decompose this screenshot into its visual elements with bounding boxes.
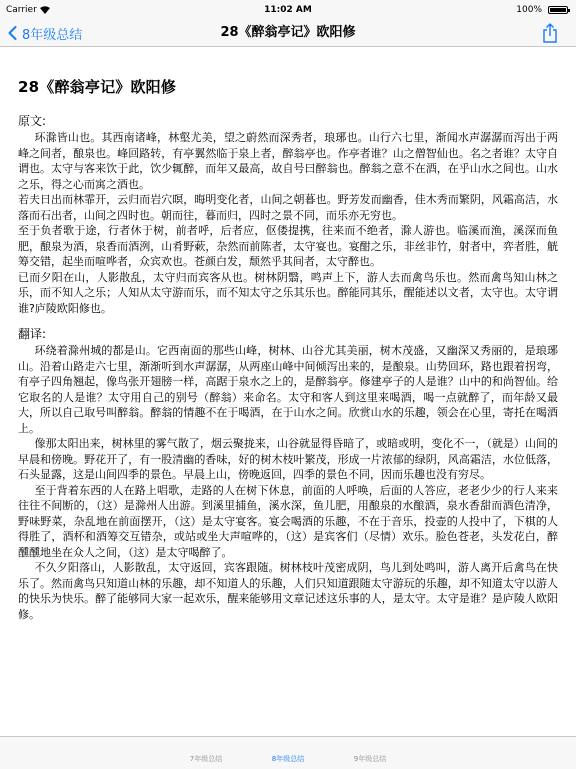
tab-grade-7[interactable]: 7年级总结 bbox=[189, 755, 223, 763]
navigation-bar bbox=[0, 20, 576, 47]
original-paragraph: 至于负者歌于途，行者休于树，前者呼，后者应，伛偻提携，往来而不绝者，滁人游也。临溪而渔，溪深而鱼肥，酿泉为酒，泉香而酒洌，山肴野蔌，杂然而前陈者，太守宴也。宴酣之乐，非丝非竹，射者中，弈者胜，觥筹交错，起坐而喧哗者，众宾欢也。苍颜白发，颓然乎其间者，太守醉也。 bbox=[18, 224, 558, 268]
back-button-label: 8年级总结 bbox=[22, 27, 83, 43]
translation-paragraph: 环绕着滁州城的都是山。它西南面的那些山峰，树林、山谷尤其美丽，树木茂盛，又幽深又秀丽的，是琅琊山。沿着山路走六七里，渐渐听到水声潺潺，从两座山峰中间倾泻出来的，是酿泉。山势回环，路也跟着拐弯，有亭子四角翘起，像鸟张开翅膀一样，高踞于泉水之上的，是醉翁亭。修建亭子的人是谁？山中的和尚智仙。给它取名的人是谁？太守用自己的别号（醉翁）来命名。太守和客人到这里来喝酒，喝一点就醉了，而年龄又最大，所以自己取号叫醉翁。醉翁的情趣不在于喝酒，在于山水之间。欣赏山水的乐趣，领会在心里，寄托在喝酒上。 bbox=[18, 344, 558, 435]
nav-title: 28《醉翁亭记》欧阳修 bbox=[220, 25, 356, 40]
article-content bbox=[18, 56, 558, 726]
battery-percent: 100% bbox=[516, 5, 542, 15]
original-paragraph: 环滁皆山也。其西南诸峰，林壑尤美，望之蔚然而深秀者，琅琊也。山行六七里，渐闻水声潺潺而泻出于两峰之间者，酿泉也。峰回路转，有亭翼然临于泉上者，醉翁亭也。作亭者谁？山之僧智仙也。名之者谁？太守自谓也。太守与客来饮于此，饮少辄醉，而年又最高，故自号曰醉翁也。醉翁之意不在酒，在乎山水之间也。山水之乐，得之心而寓之酒也。 bbox=[18, 131, 558, 191]
status-bar bbox=[0, 0, 576, 20]
translation-paragraph: 至于背着东西的人在路上唱歌，走路的人在树下休息，前面的人呼唤，后面的人答应，老老少少的行人来来往往不间断的，（这）是滁州人出游。到溪里捕鱼，溪水深，鱼儿肥，用酿泉的水酿酒，泉水香甜而酒色清净，野味野菜，杂乱地在前面摆开，（这）是太守宴客。宴会喝酒的乐趣，不在于音乐，投壶的人投中了，下棋的人得胜了，酒杯和酒筹交互错杂，或站或坐大声喧哗的，（这）是宾客们（尽情）欢乐。脸色苍老，头发花白，醉醺醺地坐在众人之间，（这）是太守喝醉了。 bbox=[18, 483, 558, 559]
translation-paragraph: 不久夕阳落山，人影散乱，太守返回，宾客跟随。树林枝叶茂密成阴，鸟儿到处鸣叫，游人离开后禽鸟在快乐了。然而禽鸟只知道山林的乐趣，却不知道人的乐趣，人们只知道跟随太守游玩的乐趣，却不知道太守以游人的快乐为快乐。醉了能够同大家一起欢乐，醒来能够用文章记述这乐事的人，是太守。太守是谁？是庐陵人欧阳修。 bbox=[18, 561, 558, 621]
translation-label: 翻译: bbox=[18, 327, 47, 341]
tab-grade-9[interactable]: 9年级总结 bbox=[353, 755, 387, 763]
original-paragraph: 若夫日出而林霏开，云归而岩穴暝，晦明变化者，山间之朝暮也。野芳发而幽香，佳木秀而繁阴，风霜高洁，水落而石出者，山间之四时也。朝而往，暮而归，四时之景不同，而乐亦无穷也。 bbox=[18, 193, 558, 222]
battery-icon bbox=[548, 6, 568, 14]
article-heading: 28《醉翁亭记》欧阳修 bbox=[18, 78, 177, 96]
status-time: 11:02 AM bbox=[264, 5, 312, 15]
share-icon[interactable] bbox=[540, 23, 560, 43]
tab-bar bbox=[0, 736, 576, 769]
carrier-label: Carrier bbox=[6, 5, 37, 15]
translation-paragraph: 像那太阳出来，树林里的雾气散了，烟云聚拢来，山谷就显得昏暗了，或暗或明，变化不一，（就是）山间的早晨和傍晚。野花开了，有一股清幽的香味，好的树木枝叶繁茂，形成一片浓郁的绿阴，风高霜洁，水位低落，石头显露，这是山间四季的景色。早晨上山，傍晚返回，四季的景色不同，因而乐趣也没有穷尽。 bbox=[18, 437, 558, 481]
original-label: 原文: bbox=[18, 114, 47, 128]
original-paragraph: 已而夕阳在山，人影散乱，太守归而宾客从也。树林阴翳，鸣声上下，游人去而禽鸟乐也。然而禽鸟知山林之乐，而不知人之乐；人知从太守游而乐，而不知太守之乐其乐也。醉能同其乐，醒能述以文者，太守也。太守谓谁?庐陵欧阳修也。 bbox=[18, 270, 558, 315]
tab-grade-8[interactable]: 8年级总结 bbox=[271, 755, 305, 763]
